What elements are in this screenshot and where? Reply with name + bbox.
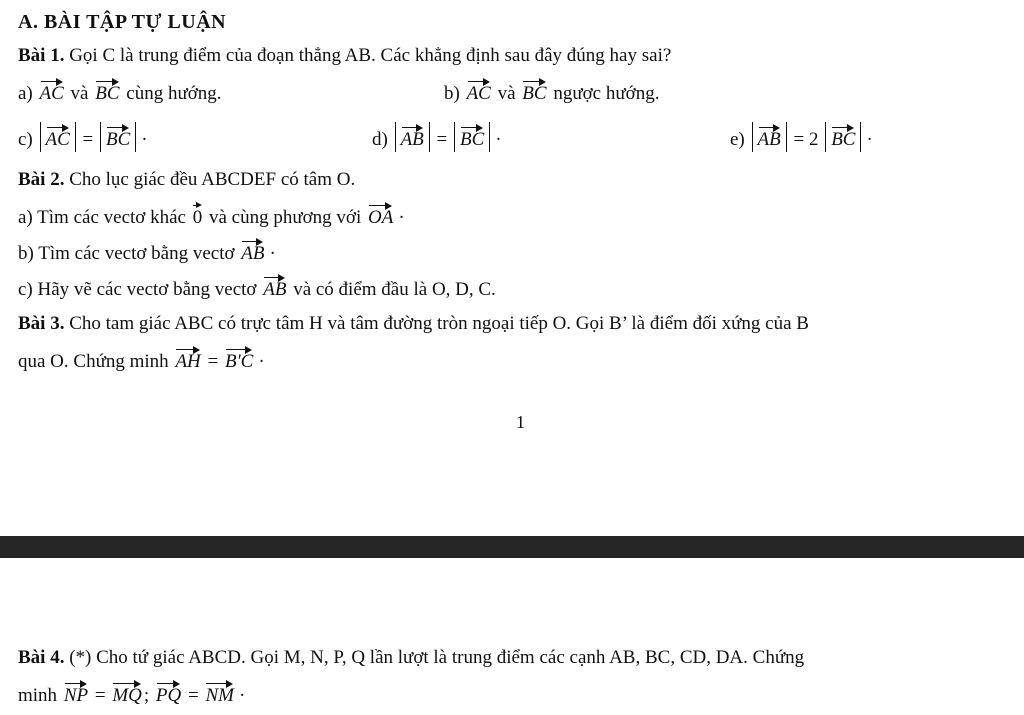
vector-pq: PQ — [156, 678, 181, 708]
vector-ab: AB — [401, 122, 424, 152]
vector-np: NP — [64, 678, 88, 708]
exercise-3-statement — [18, 312, 809, 336]
exercise-1-item-b: b) AC và BC ngược hướng. — [444, 76, 659, 106]
vector-ac: AC — [467, 76, 491, 106]
exercise-4-equation: minh NP = MQ ; PQ = NM · — [18, 678, 245, 708]
vector-bc: BC — [106, 122, 130, 152]
exercise-2-item-a: a) Tìm các vectơ khác 0 và cùng phương với OA · — [18, 200, 405, 230]
exercise-2-text: Cho lục giác đều ABCDEF có tâm O. — [69, 169, 356, 190]
zero-vector: 0 — [193, 200, 203, 230]
exercise-1-statement — [18, 44, 671, 68]
vector-ah: AH — [175, 344, 200, 374]
exercise-2-item-c: c) Hãy vẽ các vectơ bằng vectơ AB và có điểm đầu là O, D, C. — [18, 272, 496, 302]
exercise-4-text: (*) Cho tứ giác ABCD. Gọi M, N, P, Q lần lượt là trung điểm các cạnh AB, BC, CD, DA. Chứng — [69, 647, 805, 668]
vector-mq: MQ — [112, 678, 142, 708]
exercise-2-label: Bài 2. — [18, 169, 65, 190]
exercise-1-item-d: d) AB = BC · — [372, 122, 502, 152]
vector-ab: AB — [241, 236, 264, 266]
vector-ac: AC — [40, 76, 64, 106]
vector-b-prime-c: B'C — [225, 344, 253, 374]
vector-bc: BC — [95, 76, 119, 106]
exercise-4-label: Bài 4. — [18, 647, 65, 668]
exercise-1-item-a: a) AC và BC cùng hướng. — [18, 76, 222, 106]
vector-bc: BC — [460, 122, 484, 152]
vector-nm: NM — [205, 678, 234, 708]
exercise-1-label: Bài 1. — [18, 45, 65, 66]
vector-ab: AB — [263, 272, 286, 302]
vector-ac: AC — [46, 122, 70, 152]
exercise-1-item-c: c) AC = BC · — [18, 122, 148, 152]
exercise-2-statement — [18, 168, 355, 192]
vector-oa: OA — [368, 200, 393, 230]
exercise-3-text: Cho tam giác ABC có trực tâm H và tâm đường tròn ngoại tiếp O. Gọi B’ là điểm đối xứng của B — [69, 313, 809, 334]
page-number: 1 — [516, 412, 525, 432]
exercise-2-item-b: b) Tìm các vectơ bằng vectơ AB · — [18, 236, 276, 266]
page-break-divider — [0, 536, 1024, 558]
exercise-1-item-e: e) AB = 2 BC · — [730, 122, 873, 152]
vector-bc: BC — [522, 76, 546, 106]
vector-bc: BC — [831, 122, 855, 152]
exercise-3-label: Bài 3. — [18, 313, 65, 334]
exercise-1-text: Gọi C là trung điểm của đoạn thẳng AB. Các khẳng định sau đây đúng hay sai? — [69, 45, 672, 66]
section-title: A. BÀI TẬP TỰ LUẬN — [18, 11, 227, 33]
exercise-3-equation: qua O. Chứng minh AH = B'C · — [18, 344, 265, 374]
vector-ab: AB — [758, 122, 781, 152]
exercise-4-statement — [18, 646, 804, 670]
